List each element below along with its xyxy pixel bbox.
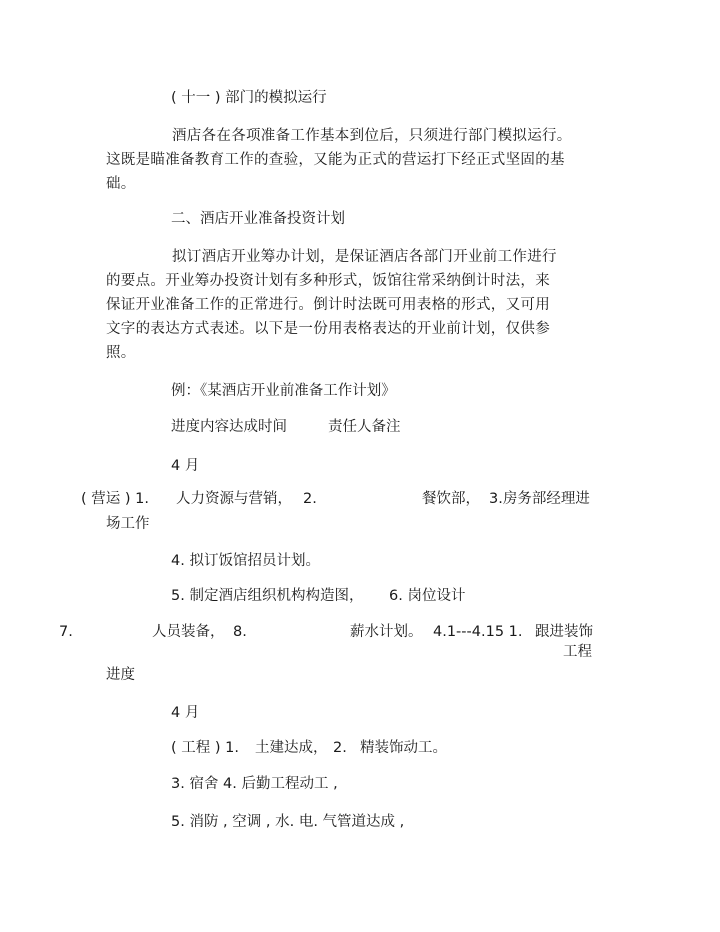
plan-ops-num-2: 2. (303, 491, 317, 507)
paragraph-line (106, 124, 586, 148)
plan-eng-line-3: 5. 消防 , 空调 , 水. 电. 气管道达成 , (171, 814, 405, 830)
paragraph-line (106, 245, 586, 269)
plan-eng-num-2: 2. (333, 740, 347, 756)
plan-header-responsible: 责任人备注 (328, 419, 401, 435)
section-heading-2: 二、酒店开业准备投资计划 (171, 211, 345, 227)
plan-eng-line-2: 3. 宿舍 4. 后勤工程动工 , (171, 776, 338, 792)
plan-item-6: 6. 岗位设计 (389, 588, 466, 604)
plan-item-8: 薪水计划。 (350, 624, 423, 640)
paragraph-text: 拟订酒店开业筹办计划，是保证酒店各部门开业前工作进行 (172, 249, 557, 265)
plan-item-8-num: 8. (233, 624, 247, 640)
paragraph-line: 文字的表达方式表述。以下是一份用表格表达的开业前计划，仅供参 (106, 321, 550, 337)
paragraph-line: 照。 (106, 345, 136, 361)
plan-eng-item-2: 精装饰动工。 (360, 740, 447, 756)
plan-month-2: 4 月 (171, 705, 200, 721)
plan-follow-up-cont: 工程 (563, 644, 592, 660)
plan-month-1: 4 月 (171, 458, 200, 474)
example-title: 例：《某酒店开业前准备工作计划》 (171, 383, 396, 399)
plan-header-progress: 进度内容达成时间 (171, 419, 287, 435)
paragraph-text: 酒店各在各项准备工作基本到位后，只须进行部门模拟运行。 (172, 128, 572, 144)
plan-follow-up: 跟进装饰 (535, 624, 593, 640)
plan-ops-item-2: 餐饮部， (422, 491, 480, 507)
paragraph-line: 这既是瞄准备教育工作的查验，又能为正式的营运打下经正式坚固的基 (106, 152, 565, 168)
plan-item-7-num: 7. (59, 624, 73, 640)
section-2-paragraph (106, 245, 586, 365)
plan-item-7: 人员装备， (152, 624, 225, 640)
paragraph-line: 的要点。开业筹办投资计划有多种形式，饭馆往常采纳倒计时法，来 (106, 273, 550, 289)
plan-ops-item-1: 人力资源与营销， (176, 491, 292, 507)
paragraph-line: 保证开业准备工作的正常进行。倒计时法既可用表格的形式，又可用 (106, 297, 550, 313)
plan-ops-item-3: 3.房务部经理进 (489, 491, 590, 507)
section-heading-11: ( 十一 ) 部门的模拟运行 (171, 90, 327, 106)
plan-ops-item-3-cont: 场工作 (106, 516, 150, 532)
section-11-paragraph (106, 124, 586, 196)
plan-item-5: 5. 制定酒店组织机构构造图， (171, 588, 364, 604)
plan-eng-label: ( 工程 ) 1. (171, 740, 239, 756)
plan-follow-up-progress: 进度 (106, 667, 135, 683)
plan-eng-item-1: 土建达成， (255, 740, 328, 756)
paragraph-line: 础。 (106, 176, 136, 192)
plan-date-range: 4.1---4.15 1. (433, 624, 523, 640)
plan-item-4: 4. 拟订饭馆招员计划。 (171, 553, 320, 569)
plan-ops-label: ( 营运 ) 1. (81, 491, 149, 507)
